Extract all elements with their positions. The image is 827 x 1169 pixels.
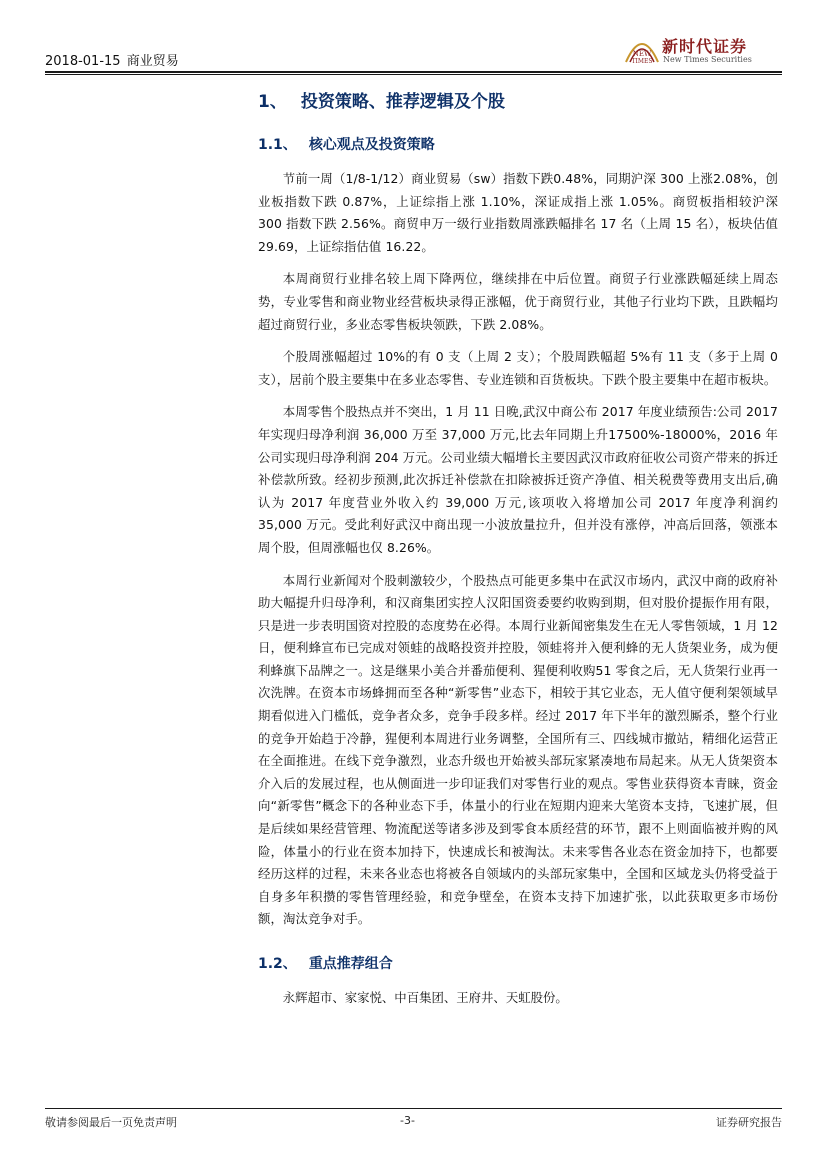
recommended-stocks: 永辉超市、家家悦、中百集团、王府井、天虹股份。 xyxy=(282,990,568,1005)
footer-disclaimer: 敬请参阅最后一页免责声明 xyxy=(45,1116,177,1129)
paragraph: 本周行业新闻对个股刺激较少，个股热点可能更多集中在武汉市场内，武汉中商的政府补助大幅提升归母净利，和汉商集团实控人汉阳国资委要约收购到期，但对股价提振作用有限，只是进一步表明国资对控股的态度势在必得。本周行业新闻密集发生在无人零售领域，1 月 12 日，便利蜂宣布已完成对领蛙的战略投资并控股，领蛙将并入便利蜂的无人货架业务，成为便利蜂旗下品牌之一。这是继果小美合并番茄便利、猩便利收购51 零食之后，无人货架行业再一次洗牌。在资本市场蜂拥而至各种“新零售”业态下，相较于其它业态，无人值守便利架领域早期看似进入门槛低，竞争者众多，竞争手段多样。经过 2017 年下半年的激烈厮杀，整个行业的竞争开始趋于冷静，猩便利本周进行业务调整，全国所有三、四线城市撤站，精细化运营正在全面推进。在线下竞争激烈，业态升级也开始被头部玩家紧凑地布局起来。从无人货架资本介入后的发展过程，也从侧面进一步印证我们对零售行业的观点。零售业获得资本青睐，资金向“新零售”概念下的各种业态下手，体量小的行业在短期内迎来大笔资本支持，飞速扩展，但是后续如果经营管理、物流配送等诸多涉及到零食本质经营的环节，跟不上则面临被并购的风险，体量小的行业在资本加持下，快速成长和被淘汰。未来零售各业态在资金加持下，也都要经历这样的过程，未来各业态也将被各自领域内的头部玩家集中，全国和区域龙头仍将受益于自身多年积攒的零售管理经验，和竞争壁垒，在资本支持下加速扩张，以此获取更多市场份额，淘汰竞争对手。 xyxy=(258,572,778,927)
section-1-2-title: 重点推荐组合 xyxy=(308,956,393,972)
section-1-heading xyxy=(258,88,778,116)
main-content xyxy=(258,88,778,1009)
svg-text:TIMES: TIMES xyxy=(631,58,653,65)
company-logo xyxy=(622,30,782,70)
header-sector: 商业贸易 xyxy=(126,54,179,69)
logo-english-name: New Times Securities xyxy=(663,55,752,64)
header-date-sector xyxy=(45,50,181,69)
section-1-number: 1、 xyxy=(258,92,287,112)
header-divider xyxy=(45,71,782,73)
section-1-1-heading xyxy=(258,134,778,156)
svg-text:NEW: NEW xyxy=(632,50,652,58)
section-1-1-number: 1.1、 xyxy=(258,137,297,153)
paragraph: 节前一周（1/8-1/12）商业贸易（sw）指数下跌0.48%，同期沪深 300 上涨2.08%，创业板指数下跌 0.87%，上证综指上涨 1.10%，深证成指上涨 1.05%。商贸板指相较沪深 300 指数下跌 2.56%。商贸申万一级行业指数周涨跌幅排名 17 名（上周 15 名），板块估值 29.69，上证综指估值 16.22。 xyxy=(258,171,778,254)
footer-report-type: 证券研究报告 xyxy=(716,1116,782,1129)
paragraph: 个股周涨幅超过 10%的有 0 支（上周 2 支）；个股周跌幅超 5%有 11 支（多于上周 0 支），居前个股主要集中在多业态零售、专业连锁和百货板块。下跌个股主要集中在超市板块。 xyxy=(258,349,778,387)
logo-mark-icon xyxy=(622,32,662,66)
header-date: 2018-01-15 xyxy=(45,54,121,69)
page-number: -3- xyxy=(400,1114,415,1127)
paragraph: 本周零售个股热点并不突出，1 月 11 日晚,武汉中商公布 2017 年度业绩预告:公司 2017 年实现归母净利润 36,000 万至 37,000 万元,比去年同期上升17500%-18000%，2016 年公司实现归母净利润 204 万元。公司业绩大幅增长主要因武汉市政府征收公司资产带来的拆迁补偿款所致。经初步预测,此次拆迁补偿款在扣除被拆迁资产净值、相关税费等费用支出后,确认为 2017 年度营业外收入约 39,000 万元,该项收入将增加公司 2017 年度净利润约 35,000 万元。受此利好武汉中商出现一小波放量拉升，但并没有涨停，冲高后回落，领涨本周个股，但周涨幅也仅 8.26%。 xyxy=(258,404,778,555)
header-divider-thin xyxy=(45,74,782,75)
paragraph: 本周商贸行业排名较上周下降两位，继续排在中后位置。商贸子行业涨跌幅延续上周态势，专业零售和商业物业经营板块录得正涨幅，优于商贸行业，其他子行业均下跌，且跌幅均超过商贸行业，多业态零售板块领跌，下跌 2.08%。 xyxy=(258,271,778,332)
logo-chinese-name: 新时代证券 xyxy=(662,37,748,56)
section-1-2-heading xyxy=(258,953,778,975)
section-1-title: 投资策略、推荐逻辑及个股 xyxy=(300,92,505,112)
page-header xyxy=(45,30,782,70)
footer-divider xyxy=(45,1108,782,1109)
section-1-1-title: 核心观点及投资策略 xyxy=(308,137,435,153)
section-1-2-number: 1.2、 xyxy=(258,956,297,972)
